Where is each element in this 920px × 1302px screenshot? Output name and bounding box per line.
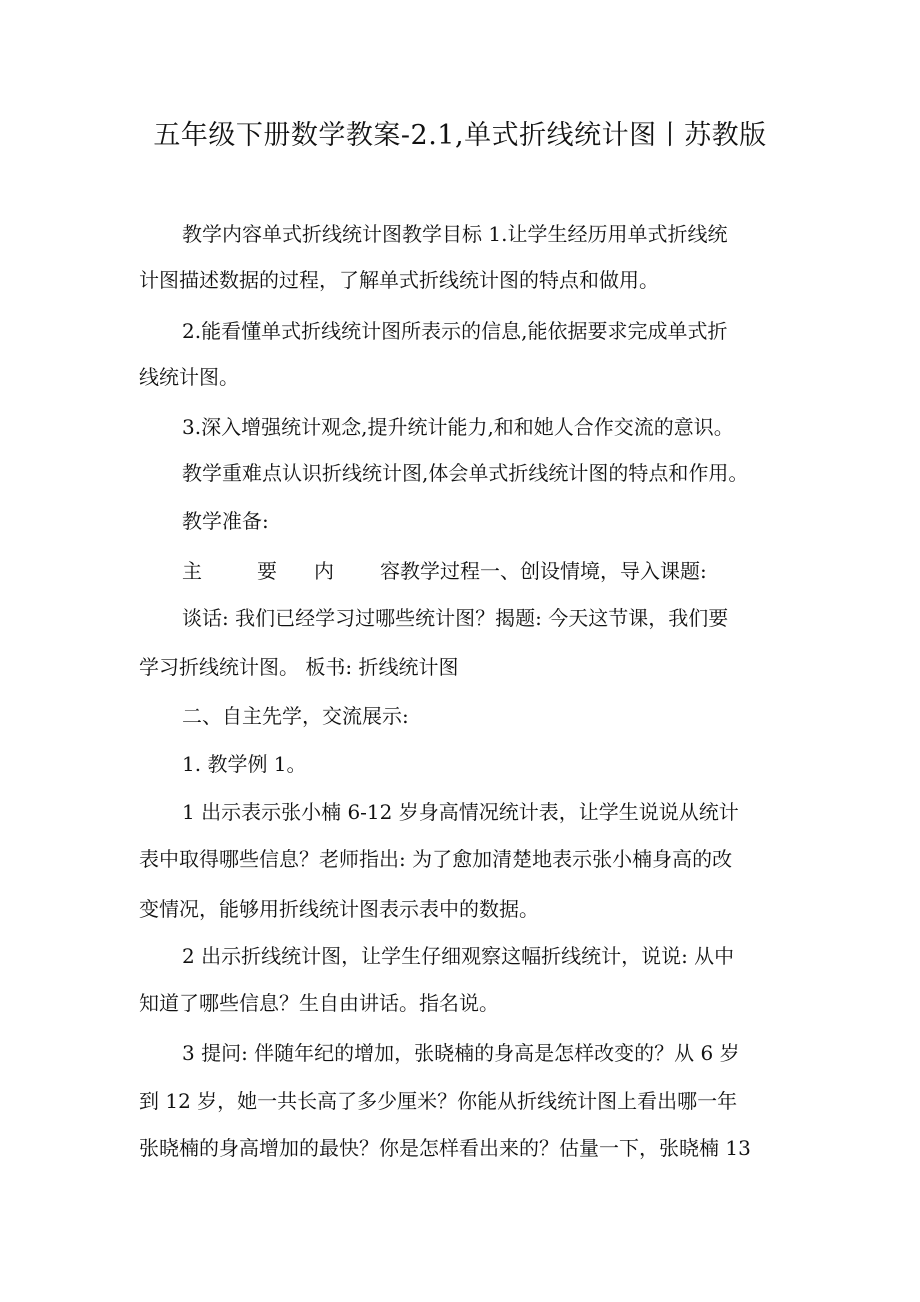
paragraph-line: 教学内容单式折线统计图教学目标 1.让学生经历用单式折线统 [182, 222, 728, 246]
paragraph-line [182, 556, 707, 586]
paragraph-line: 1. 教学例 1。 [182, 752, 307, 776]
spaced-char: 内 [314, 559, 334, 583]
paragraph-line: 3 提问: 伴随年纪的增加，张晓楠的身高是怎样改变的？从 6 岁 [182, 1041, 740, 1065]
paragraph-line: 学习折线统计图。 板书: 折线统计图 [139, 655, 459, 679]
paragraph-line: 教学准备: [182, 509, 269, 533]
paragraph-line: 2 出示折线统计图，让学生仔细观察这幅折线统计，说说: 从中 [182, 944, 735, 968]
document-title: 五年级下册数学教案-2.1,单式折线统计图丨苏教版 [153, 120, 767, 151]
spaced-char: 主 [182, 559, 202, 583]
paragraph-line: 到 12 岁，她一共长高了多少厘米？你能从折线统计图上看出哪一年 [139, 1089, 738, 1113]
paragraph-line: 张晓楠的身高增加的最快？你是怎样看出来的？估量一下，张晓楠 13 [139, 1136, 751, 1160]
paragraph-line: 谈话: 我们已经学习过哪些统计图？揭题: 今天这节课，我们要 [182, 606, 729, 630]
paragraph-line: 线统计图。 [139, 365, 239, 389]
paragraph-line: 计图描述数据的过程，了解单式折线统计图的特点和做用。 [139, 268, 659, 292]
paragraph-line-rest: 容教学过程一、创设情境，导入课题: [380, 559, 707, 583]
paragraph-line: 2.能看懂单式折线统计图所表示的信息,能依据要求完成单式折 [182, 319, 728, 343]
paragraph-line: 知道了哪些信息？生自由讲话。指名说。 [139, 991, 499, 1015]
paragraph-line: 1 出示表示张小楠 6-12 岁身高情况统计表，让学生说说从统计 [182, 800, 739, 824]
paragraph-line: 变情况，能够用折线统计图表示表中的数据。 [139, 897, 539, 921]
paragraph-line: 教学重难点认识折线统计图,体会单式折线统计图的特点和作用。 [182, 461, 749, 485]
paragraph-line: 二、自主先学，交流展示: [182, 704, 409, 728]
paragraph-line: 3.深入增强统计观念,提升统计能力,和和她人合作交流的意识。 [182, 415, 734, 439]
spaced-char: 要 [257, 559, 277, 583]
paragraph-line: 表中取得哪些信息？老师指出: 为了愈加清楚地表示张小楠身高的改 [139, 847, 733, 871]
